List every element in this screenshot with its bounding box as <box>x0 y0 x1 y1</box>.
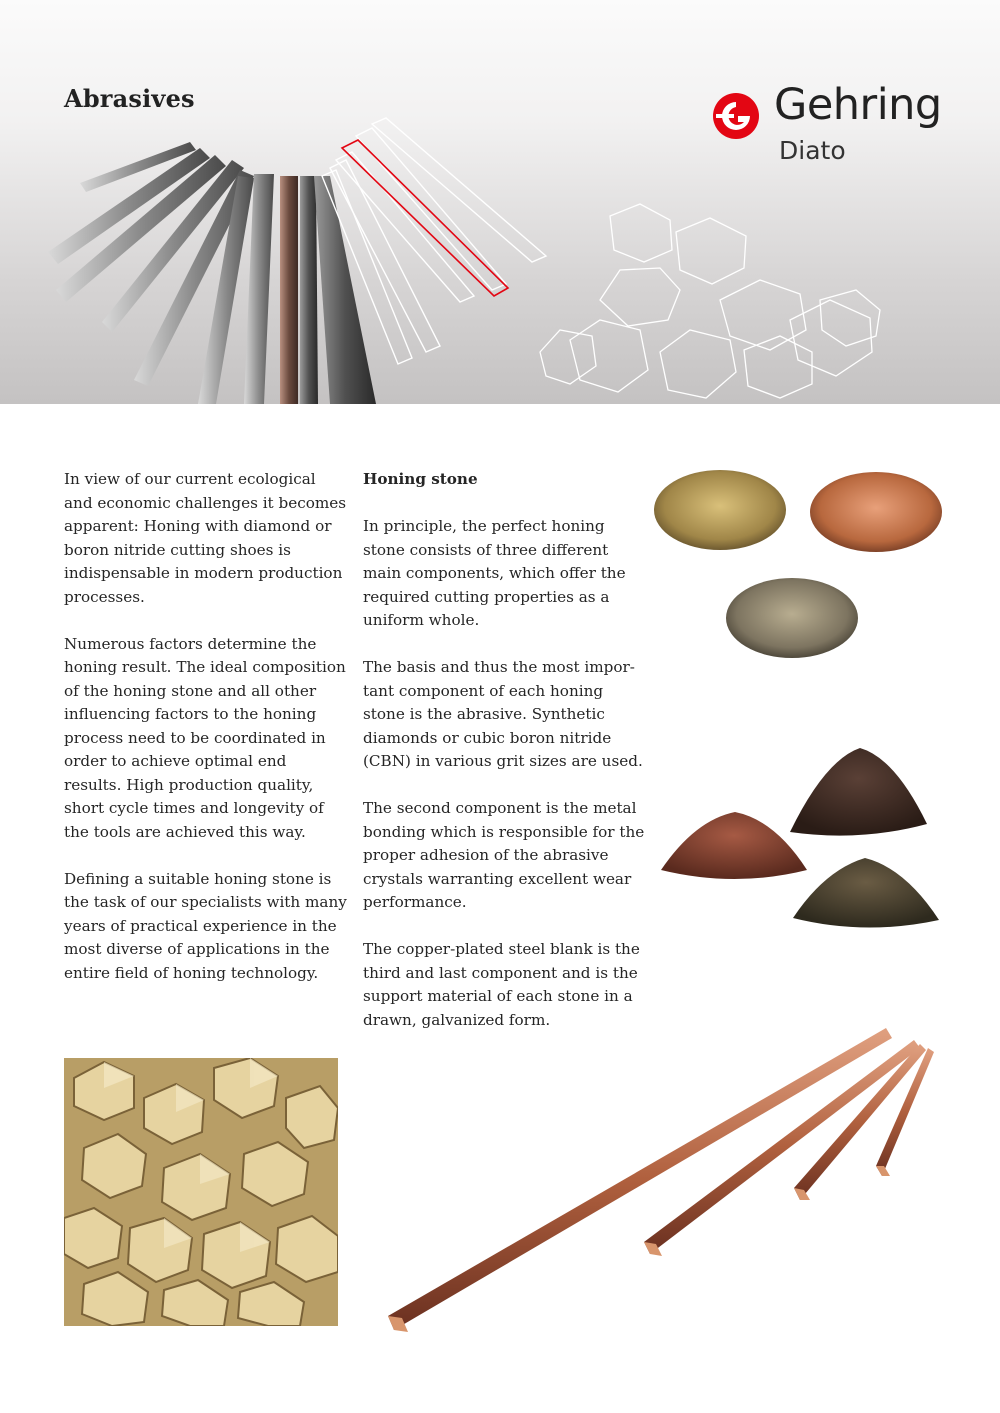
highlighted-stone <box>342 140 508 296</box>
honing-stones-illustration <box>0 0 1000 404</box>
diamond-crystals-micrograph <box>64 1058 338 1326</box>
honing-paragraph-1: In principle, the perfect honing stone consists of three different main components, which offer the required cutting properties as a uniform whole. <box>363 517 626 629</box>
intro-column <box>64 468 348 1009</box>
intro-paragraph-2: Numerous factors determine the honing result. The ideal composition of the honing stone and all other influencing factors to the honing process need to be coordinated in order to achieve optimal end results. High production quality, short cycle times and longevity of the tools are achieved this way. <box>64 634 346 841</box>
crystal-outlines <box>540 204 880 398</box>
page-title: Abrasives <box>64 84 195 113</box>
logo-name: Gehring <box>774 80 942 130</box>
honing-paragraph-4: The copper-plated steel blank is the third and last component and is the support material of each stone in a drawn, galvanized form. <box>363 940 640 1029</box>
gehring-logo-mark-icon <box>712 92 760 140</box>
copper-steel-blanks-photo <box>368 1020 948 1340</box>
honing-paragraph-3: The second component is the metal bonding which is responsible for the proper adhesion of the abrasive crystals warranting excellent wear performance. <box>363 799 645 911</box>
metal-bonding-powders-photo <box>655 740 945 940</box>
hero-banner <box>0 0 1000 404</box>
intro-paragraph-3: Defining a suitable honing stone is the task of our specialists with many years of practical experience in the most diverse of applications in the entire field of honing technology. <box>64 869 347 982</box>
honing-stone-column <box>363 468 647 1056</box>
honing-stones <box>48 142 376 404</box>
intro-paragraph-1: In view of our current ecological and economic challenges it becomes apparent: Honing with diamond or boron nitride cutting shoes is indispensable in modern production processes. <box>64 470 347 606</box>
abrasive-grains-photo <box>650 468 950 678</box>
gehring-logo <box>712 80 952 176</box>
honing-paragraph-2: The basis and thus the most impor-tant component of each honing stone is the abrasive. Synthetic diamonds or cubic boron nitride (CBN) in various grit sizes are used. <box>363 658 643 770</box>
section-heading: Honing stone <box>363 470 478 488</box>
logo-subtitle: Diato <box>779 136 846 165</box>
